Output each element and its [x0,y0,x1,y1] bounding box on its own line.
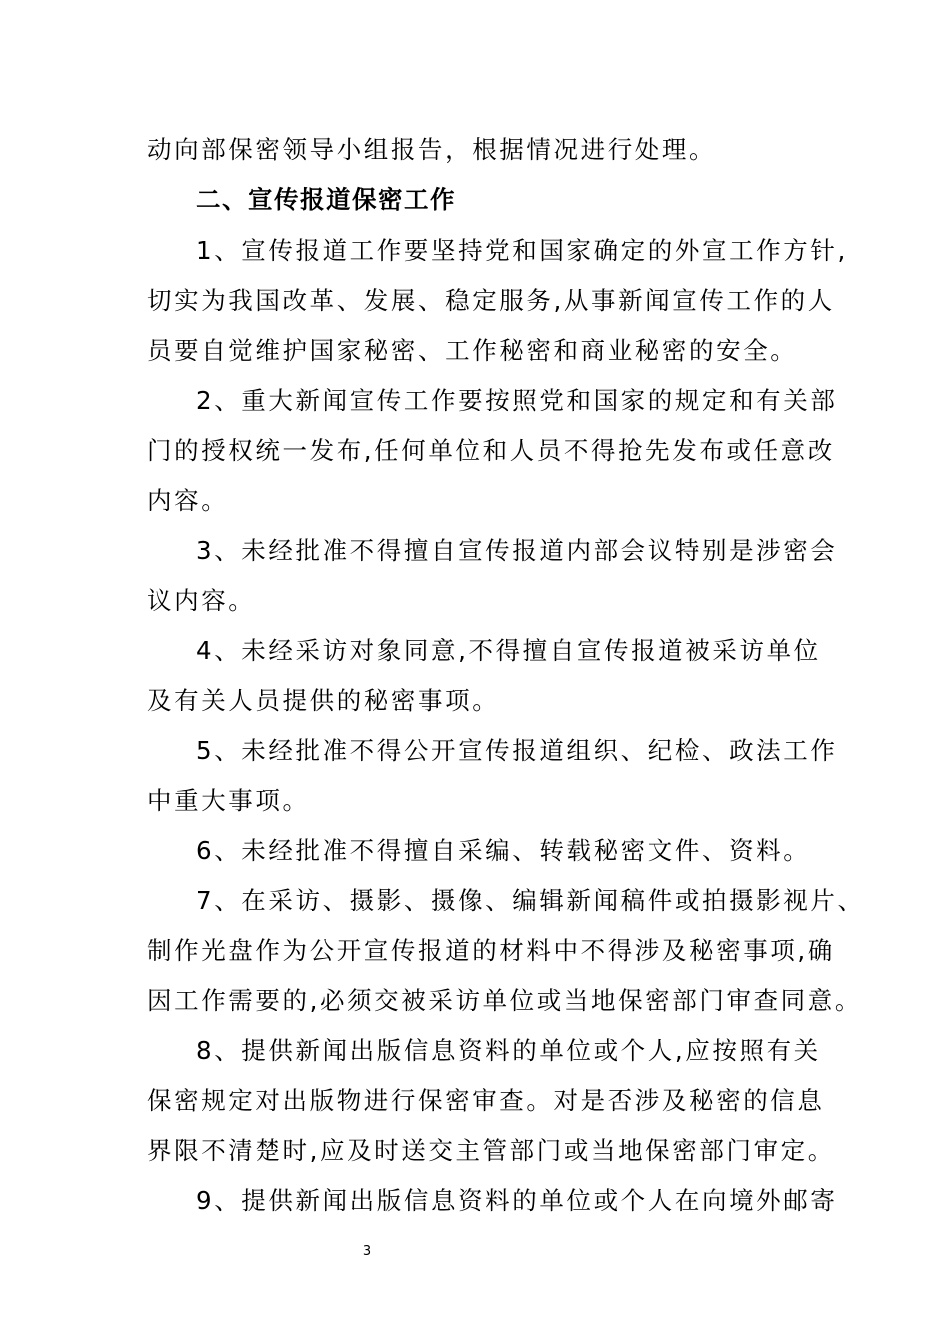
item-8-line-3: 界限不清楚时,应及时送交主管部门或当地保密部门审定。 [147,1136,835,1165]
item-3-line-1: 3、未经批准不得擅自宣传报道内部会议特别是涉密会 [196,536,838,565]
item-3-line-2: 议内容。 [147,586,256,615]
item-6-line-1: 6、未经批准不得擅自采编、转载秘密文件、资料。 [196,836,811,865]
item-2-line-3: 内容。 [147,486,229,515]
item-5-line-2: 中重大事项。 [147,786,310,815]
item-8-line-1: 8、提供新闻出版信息资料的单位或个人,应按照有关 [196,1036,821,1065]
item-7-line-1: 7、在采访、摄影、摄像、编辑新闻稿件或拍摄影视片、 [196,886,865,915]
item-5-line-1: 5、未经批准不得公开宣传报道组织、纪检、政法工作 [196,736,838,765]
item-2-line-1: 2、重大新闻宣传工作要按照党和国家的规定和有关部 [196,386,838,415]
item-7-line-3: 因工作需要的,必须交被采访单位或当地保密部门审查同意。 [147,986,862,1015]
section-heading: 二、宣传报道保密工作 [196,185,456,214]
paragraph-line-continuation: 动向部保密领导小组报告，根据情况进行处理。 [147,135,717,164]
item-2-line-2: 门的授权统一发布,任何单位和人员不得抢先发布或任意改 [147,436,835,465]
item-4-line-1: 4、未经采访对象同意,不得擅自宣传报道被采访单位 [196,636,821,665]
item-1-line-2: 切实为我国改革、发展、稳定服务,从事新闻宣传工作的人 [147,286,835,315]
item-8-line-2: 保密规定对出版物进行保密审查。对是否涉及秘密的信息 [147,1086,825,1115]
item-1-line-1: 1、宣传报道工作要坚持党和国家确定的外宣工作方针, [196,236,848,265]
item-1-line-3: 员要自觉维护国家秘密、工作秘密和商业秘密的安全。 [147,336,798,365]
item-7-line-2: 制作光盘作为公开宣传报道的材料中不得涉及秘密事项,确 [147,936,835,965]
item-4-line-2: 及有关人员提供的秘密事项。 [147,686,500,715]
item-9-line-1: 9、提供新闻出版信息资料的单位或个人在向境外邮寄 [196,1186,838,1215]
page-number: 3 [362,1244,372,1259]
